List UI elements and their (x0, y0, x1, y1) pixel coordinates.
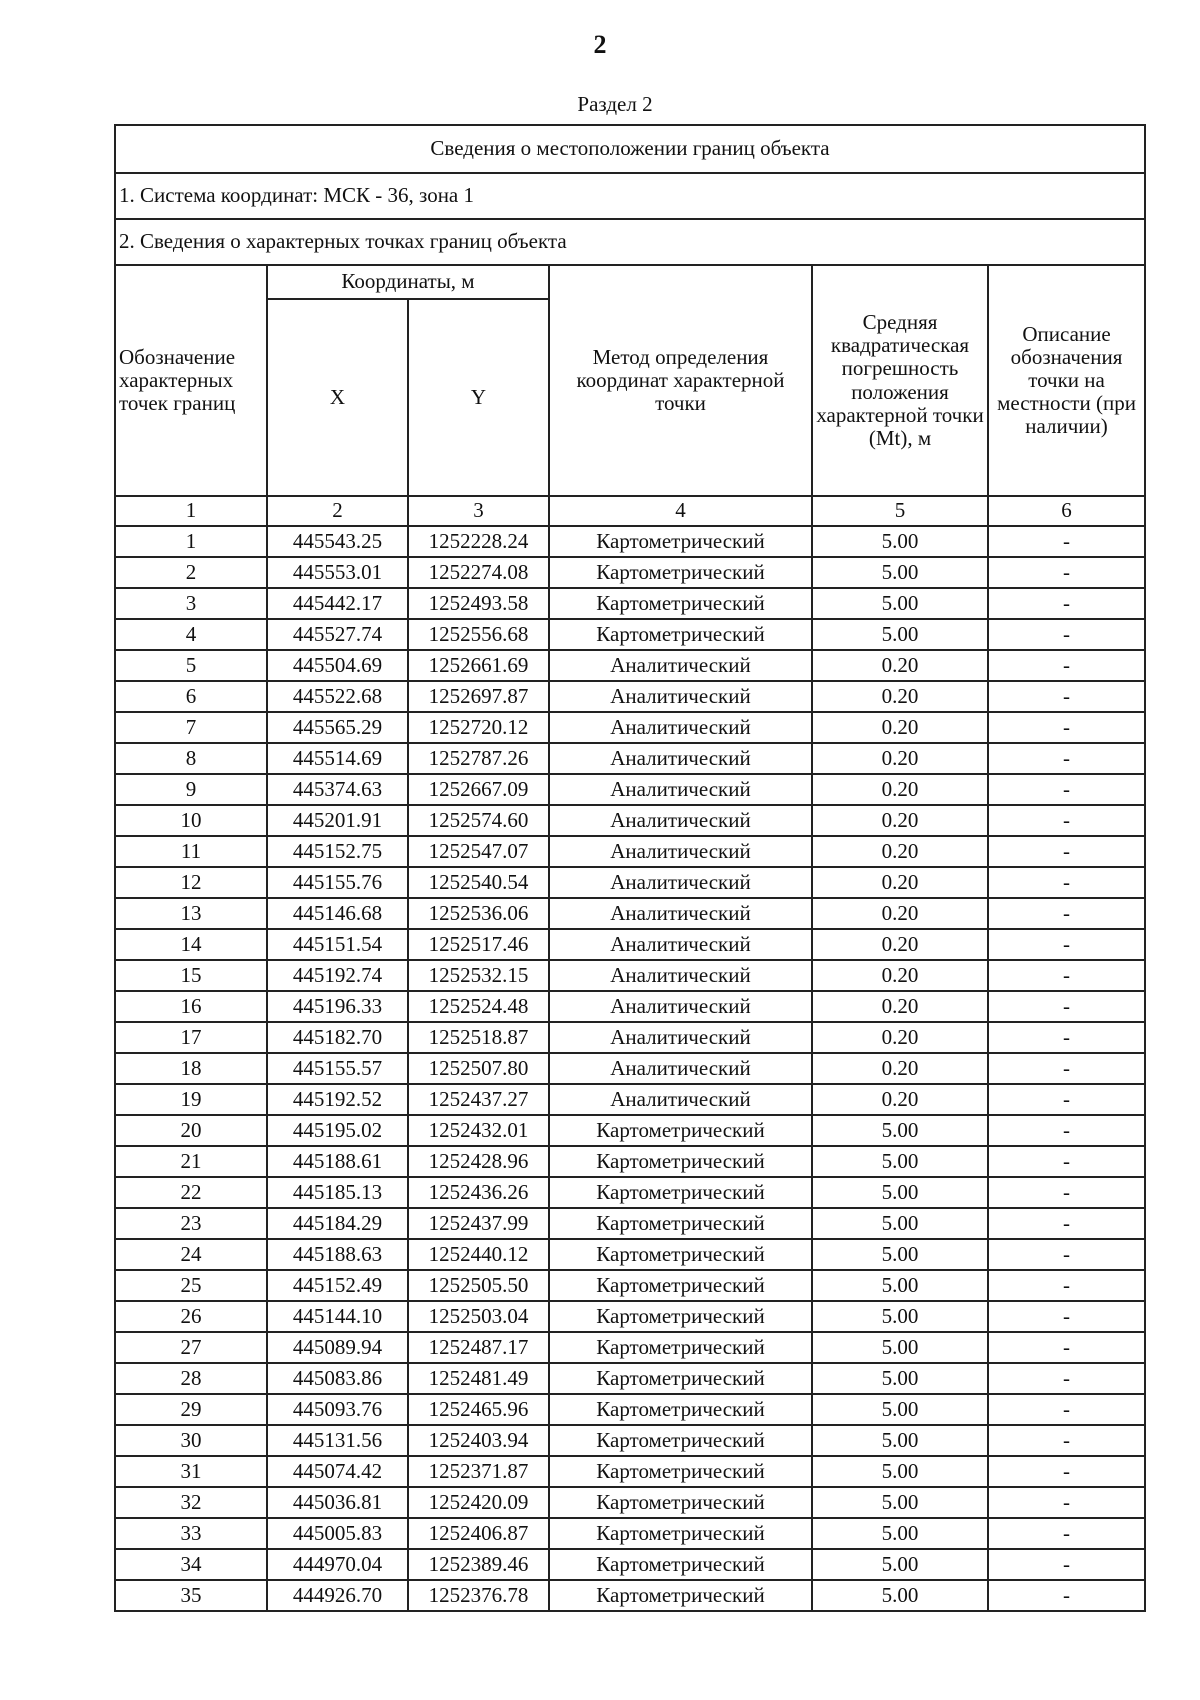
y-coordinate-cell: 1252661.69 (408, 650, 549, 681)
table-row (115, 1270, 1145, 1301)
y-coordinate-cell: 1252428.96 (408, 1146, 549, 1177)
y-coordinate-cell: 1252274.08 (408, 557, 549, 588)
point-number-cell: 5 (115, 650, 267, 681)
table-row (115, 1115, 1145, 1146)
description-cell: - (988, 1456, 1145, 1487)
points-heading-row (115, 219, 1145, 265)
point-number-cell: 30 (115, 1425, 267, 1456)
x-coordinate-cell: 445155.76 (267, 867, 408, 898)
mt-error-cell: 0.20 (812, 991, 988, 1022)
method-cell: Аналитический (549, 1053, 812, 1084)
mt-error-cell: 0.20 (812, 743, 988, 774)
method-cell: Аналитический (549, 960, 812, 991)
table-row (115, 526, 1145, 557)
method-cell: Картометрический (549, 1394, 812, 1425)
point-number-cell: 9 (115, 774, 267, 805)
table-row (115, 588, 1145, 619)
method-cell: Картометрический (549, 1239, 812, 1270)
mt-error-cell: 0.20 (812, 1053, 988, 1084)
mt-error-cell: 5.00 (812, 1270, 988, 1301)
header-y: Y (408, 299, 549, 496)
x-coordinate-cell: 445522.68 (267, 681, 408, 712)
point-number-cell: 29 (115, 1394, 267, 1425)
x-coordinate-cell: 445146.68 (267, 898, 408, 929)
point-number-cell: 17 (115, 1022, 267, 1053)
mt-error-cell: 5.00 (812, 1177, 988, 1208)
method-cell: Аналитический (549, 712, 812, 743)
mt-error-cell: 5.00 (812, 1208, 988, 1239)
y-coordinate-cell: 1252503.04 (408, 1301, 549, 1332)
description-cell: - (988, 1115, 1145, 1146)
y-coordinate-cell: 1252517.46 (408, 929, 549, 960)
point-number-cell: 24 (115, 1239, 267, 1270)
table-row (115, 991, 1145, 1022)
x-coordinate-cell: 445192.52 (267, 1084, 408, 1115)
method-cell: Картометрический (549, 1580, 812, 1611)
table-title-row (115, 125, 1145, 173)
x-coordinate-cell: 445188.63 (267, 1239, 408, 1270)
point-number-cell: 34 (115, 1549, 267, 1580)
method-cell: Аналитический (549, 929, 812, 960)
point-number-cell: 13 (115, 898, 267, 929)
y-coordinate-cell: 1252697.87 (408, 681, 549, 712)
method-cell: Картометрический (549, 1518, 812, 1549)
y-coordinate-cell: 1252465.96 (408, 1394, 549, 1425)
y-coordinate-cell: 1252720.12 (408, 712, 549, 743)
point-number-cell: 6 (115, 681, 267, 712)
description-cell: - (988, 1177, 1145, 1208)
point-number-cell: 19 (115, 1084, 267, 1115)
x-coordinate-cell: 445152.49 (267, 1270, 408, 1301)
x-coordinate-cell: 445185.13 (267, 1177, 408, 1208)
mt-error-cell: 5.00 (812, 526, 988, 557)
x-coordinate-cell: 445093.76 (267, 1394, 408, 1425)
point-number-cell: 8 (115, 743, 267, 774)
coordinate-system-row (115, 173, 1145, 219)
description-cell: - (988, 1487, 1145, 1518)
page-number: 2 (593, 30, 607, 59)
y-coordinate-cell: 1252667.09 (408, 774, 549, 805)
x-coordinate-cell: 445565.29 (267, 712, 408, 743)
point-number-cell: 12 (115, 867, 267, 898)
table-row (115, 774, 1145, 805)
y-coordinate-cell: 1252389.46 (408, 1549, 549, 1580)
x-coordinate-cell: 445504.69 (267, 650, 408, 681)
description-cell: - (988, 1270, 1145, 1301)
table-row (115, 712, 1145, 743)
description-cell: - (988, 619, 1145, 650)
description-cell: - (988, 526, 1145, 557)
description-cell: - (988, 774, 1145, 805)
y-coordinate-cell: 1252481.49 (408, 1363, 549, 1394)
mt-error-cell: 5.00 (812, 1146, 988, 1177)
y-coordinate-cell: 1252536.06 (408, 898, 549, 929)
table-row (115, 743, 1145, 774)
y-coordinate-cell: 1252556.68 (408, 619, 549, 650)
description-cell: - (988, 836, 1145, 867)
table-title: Сведения о местоположении границ объекта (115, 125, 1145, 173)
point-number-cell: 3 (115, 588, 267, 619)
mt-error-cell: 5.00 (812, 1115, 988, 1146)
description-cell: - (988, 867, 1145, 898)
description-cell: - (988, 588, 1145, 619)
table-row (115, 1425, 1145, 1456)
mt-error-cell: 0.20 (812, 774, 988, 805)
description-cell: - (988, 681, 1145, 712)
mt-error-cell: 0.20 (812, 1022, 988, 1053)
y-coordinate-cell: 1252518.87 (408, 1022, 549, 1053)
method-cell: Картометрический (549, 526, 812, 557)
description-cell: - (988, 1084, 1145, 1115)
mt-error-cell: 5.00 (812, 1549, 988, 1580)
mt-error-cell: 5.00 (812, 1580, 988, 1611)
x-coordinate-cell: 445195.02 (267, 1115, 408, 1146)
method-cell: Картометрический (549, 1270, 812, 1301)
table-row (115, 1518, 1145, 1549)
table-row (115, 1084, 1145, 1115)
table-row (115, 650, 1145, 681)
table-row (115, 929, 1145, 960)
x-coordinate-cell: 445152.75 (267, 836, 408, 867)
description-cell: - (988, 898, 1145, 929)
description-cell: - (988, 557, 1145, 588)
point-number-cell: 33 (115, 1518, 267, 1549)
mt-error-cell: 5.00 (812, 1332, 988, 1363)
mt-error-cell: 0.20 (812, 929, 988, 960)
column-number: 6 (988, 496, 1145, 526)
mt-error-cell: 0.20 (812, 650, 988, 681)
method-cell: Картометрический (549, 1487, 812, 1518)
description-cell: - (988, 1146, 1145, 1177)
mt-error-cell: 5.00 (812, 1394, 988, 1425)
mt-error-cell: 5.00 (812, 1239, 988, 1270)
point-number-cell: 20 (115, 1115, 267, 1146)
table-row (115, 1146, 1145, 1177)
point-number-cell: 21 (115, 1146, 267, 1177)
x-coordinate-cell: 445527.74 (267, 619, 408, 650)
method-cell: Картометрический (549, 1549, 812, 1580)
x-coordinate-cell: 445083.86 (267, 1363, 408, 1394)
x-coordinate-cell: 445036.81 (267, 1487, 408, 1518)
column-number: 4 (549, 496, 812, 526)
column-number-row (115, 496, 1145, 526)
header-error: Средняя квадратическая погрешность положения характерной точки (Mt), м (812, 265, 988, 496)
description-cell: - (988, 1425, 1145, 1456)
description-cell: - (988, 1301, 1145, 1332)
x-coordinate-cell: 445196.33 (267, 991, 408, 1022)
table-row (115, 1487, 1145, 1518)
x-coordinate-cell: 445182.70 (267, 1022, 408, 1053)
description-cell: - (988, 1208, 1145, 1239)
column-number: 5 (812, 496, 988, 526)
point-number-cell: 10 (115, 805, 267, 836)
x-coordinate-cell: 445151.54 (267, 929, 408, 960)
mt-error-cell: 0.20 (812, 836, 988, 867)
x-coordinate-cell: 445005.83 (267, 1518, 408, 1549)
mt-error-cell: 0.20 (812, 805, 988, 836)
y-coordinate-cell: 1252440.12 (408, 1239, 549, 1270)
column-number: 3 (408, 496, 549, 526)
table-row (115, 836, 1145, 867)
header-x: X (267, 299, 408, 496)
x-coordinate-cell: 445184.29 (267, 1208, 408, 1239)
mt-error-cell: 5.00 (812, 1363, 988, 1394)
mt-error-cell: 0.20 (812, 898, 988, 929)
y-coordinate-cell: 1252487.17 (408, 1332, 549, 1363)
point-number-cell: 28 (115, 1363, 267, 1394)
mt-error-cell: 0.20 (812, 1084, 988, 1115)
table-row (115, 681, 1145, 712)
method-cell: Аналитический (549, 836, 812, 867)
description-cell: - (988, 1363, 1145, 1394)
method-cell: Картометрический (549, 619, 812, 650)
point-number-cell: 35 (115, 1580, 267, 1611)
table-row (115, 867, 1145, 898)
point-number-cell: 4 (115, 619, 267, 650)
column-number: 2 (267, 496, 408, 526)
description-cell: - (988, 1549, 1145, 1580)
x-coordinate-cell: 445144.10 (267, 1301, 408, 1332)
header-description: Описание обозначения точки на местности (при наличии) (988, 265, 1145, 496)
x-coordinate-cell: 445155.57 (267, 1053, 408, 1084)
y-coordinate-cell: 1252437.27 (408, 1084, 549, 1115)
x-coordinate-cell: 445543.25 (267, 526, 408, 557)
method-cell: Картометрический (549, 1177, 812, 1208)
mt-error-cell: 0.20 (812, 712, 988, 743)
point-number-cell: 1 (115, 526, 267, 557)
x-coordinate-cell: 445201.91 (267, 805, 408, 836)
x-coordinate-cell: 445553.01 (267, 557, 408, 588)
y-coordinate-cell: 1252505.50 (408, 1270, 549, 1301)
header-row-1 (115, 265, 1145, 299)
point-number-cell: 14 (115, 929, 267, 960)
method-cell: Аналитический (549, 1084, 812, 1115)
y-coordinate-cell: 1252228.24 (408, 526, 549, 557)
table-row (115, 1456, 1145, 1487)
method-cell: Картометрический (549, 1363, 812, 1394)
coordinate-system: 1. Система координат: МСК - 36, зона 1 (115, 173, 1145, 219)
method-cell: Аналитический (549, 805, 812, 836)
mt-error-cell: 0.20 (812, 867, 988, 898)
mt-error-cell: 5.00 (812, 1518, 988, 1549)
boundary-points-table (114, 124, 1146, 1612)
method-cell: Картометрический (549, 1332, 812, 1363)
method-cell: Картометрический (549, 1208, 812, 1239)
table-row (115, 1053, 1145, 1084)
mt-error-cell: 5.00 (812, 1487, 988, 1518)
method-cell: Аналитический (549, 991, 812, 1022)
mt-error-cell: 5.00 (812, 1456, 988, 1487)
y-coordinate-cell: 1252532.15 (408, 960, 549, 991)
method-cell: Аналитический (549, 1022, 812, 1053)
description-cell: - (988, 1053, 1145, 1084)
description-cell: - (988, 1332, 1145, 1363)
x-coordinate-cell: 445374.63 (267, 774, 408, 805)
y-coordinate-cell: 1252420.09 (408, 1487, 549, 1518)
y-coordinate-cell: 1252547.07 (408, 836, 549, 867)
y-coordinate-cell: 1252507.80 (408, 1053, 549, 1084)
description-cell: - (988, 1022, 1145, 1053)
method-cell: Картометрический (549, 1301, 812, 1332)
method-cell: Картометрический (549, 557, 812, 588)
point-number-cell: 25 (115, 1270, 267, 1301)
method-cell: Картометрический (549, 1146, 812, 1177)
method-cell: Аналитический (549, 774, 812, 805)
y-coordinate-cell: 1252574.60 (408, 805, 549, 836)
mt-error-cell: 0.20 (812, 681, 988, 712)
mt-error-cell: 5.00 (812, 588, 988, 619)
table-row (115, 619, 1145, 650)
mt-error-cell: 5.00 (812, 619, 988, 650)
table-row (115, 1301, 1145, 1332)
method-cell: Аналитический (549, 650, 812, 681)
table-row (115, 960, 1145, 991)
description-cell: - (988, 1394, 1145, 1425)
point-number-cell: 32 (115, 1487, 267, 1518)
table-row (115, 805, 1145, 836)
y-coordinate-cell: 1252524.48 (408, 991, 549, 1022)
x-coordinate-cell: 444926.70 (267, 1580, 408, 1611)
description-cell: - (988, 960, 1145, 991)
point-number-cell: 15 (115, 960, 267, 991)
method-cell: Аналитический (549, 681, 812, 712)
table-row (115, 1394, 1145, 1425)
table-row (115, 1580, 1145, 1611)
table-row (115, 1177, 1145, 1208)
table-row (115, 898, 1145, 929)
points-heading: 2. Сведения о характерных точках границ объекта (115, 219, 1145, 265)
method-cell: Аналитический (549, 743, 812, 774)
mt-error-cell: 5.00 (812, 1425, 988, 1456)
method-cell: Картометрический (549, 588, 812, 619)
point-number-cell: 7 (115, 712, 267, 743)
x-coordinate-cell: 445131.56 (267, 1425, 408, 1456)
y-coordinate-cell: 1252432.01 (408, 1115, 549, 1146)
y-coordinate-cell: 1252540.54 (408, 867, 549, 898)
header-coordinates: Координаты, м (267, 265, 549, 299)
y-coordinate-cell: 1252376.78 (408, 1580, 549, 1611)
description-cell: - (988, 1239, 1145, 1270)
table-row (115, 1208, 1145, 1239)
method-cell: Картометрический (549, 1425, 812, 1456)
method-cell: Картометрический (549, 1456, 812, 1487)
point-number-cell: 11 (115, 836, 267, 867)
y-coordinate-cell: 1252493.58 (408, 588, 549, 619)
description-cell: - (988, 929, 1145, 960)
x-coordinate-cell: 445514.69 (267, 743, 408, 774)
y-coordinate-cell: 1252436.26 (408, 1177, 549, 1208)
header-point-designation: Обозначение характерных точек границ (115, 265, 267, 496)
point-number-cell: 16 (115, 991, 267, 1022)
section-label: Раздел 2 (577, 92, 653, 116)
table-row (115, 1549, 1145, 1580)
table-row (115, 1363, 1145, 1394)
point-number-cell: 22 (115, 1177, 267, 1208)
y-coordinate-cell: 1252787.26 (408, 743, 549, 774)
point-number-cell: 2 (115, 557, 267, 588)
table-row (115, 1239, 1145, 1270)
y-coordinate-cell: 1252371.87 (408, 1456, 549, 1487)
description-cell: - (988, 712, 1145, 743)
mt-error-cell: 5.00 (812, 1301, 988, 1332)
x-coordinate-cell: 445192.74 (267, 960, 408, 991)
y-coordinate-cell: 1252437.99 (408, 1208, 549, 1239)
y-coordinate-cell: 1252403.94 (408, 1425, 549, 1456)
description-cell: - (988, 743, 1145, 774)
point-number-cell: 31 (115, 1456, 267, 1487)
point-number-cell: 23 (115, 1208, 267, 1239)
point-number-cell: 26 (115, 1301, 267, 1332)
mt-error-cell: 5.00 (812, 557, 988, 588)
point-number-cell: 18 (115, 1053, 267, 1084)
table-row (115, 557, 1145, 588)
table-row (115, 1022, 1145, 1053)
x-coordinate-cell: 444970.04 (267, 1549, 408, 1580)
method-cell: Аналитический (549, 898, 812, 929)
x-coordinate-cell: 445074.42 (267, 1456, 408, 1487)
description-cell: - (988, 1518, 1145, 1549)
description-cell: - (988, 1580, 1145, 1611)
method-cell: Картометрический (549, 1115, 812, 1146)
description-cell: - (988, 991, 1145, 1022)
column-number: 1 (115, 496, 267, 526)
x-coordinate-cell: 445188.61 (267, 1146, 408, 1177)
header-method: Метод определения координат характерной точки (549, 265, 812, 496)
description-cell: - (988, 650, 1145, 681)
description-cell: - (988, 805, 1145, 836)
y-coordinate-cell: 1252406.87 (408, 1518, 549, 1549)
table-row (115, 1332, 1145, 1363)
x-coordinate-cell: 445089.94 (267, 1332, 408, 1363)
point-number-cell: 27 (115, 1332, 267, 1363)
mt-error-cell: 0.20 (812, 960, 988, 991)
x-coordinate-cell: 445442.17 (267, 588, 408, 619)
method-cell: Аналитический (549, 867, 812, 898)
